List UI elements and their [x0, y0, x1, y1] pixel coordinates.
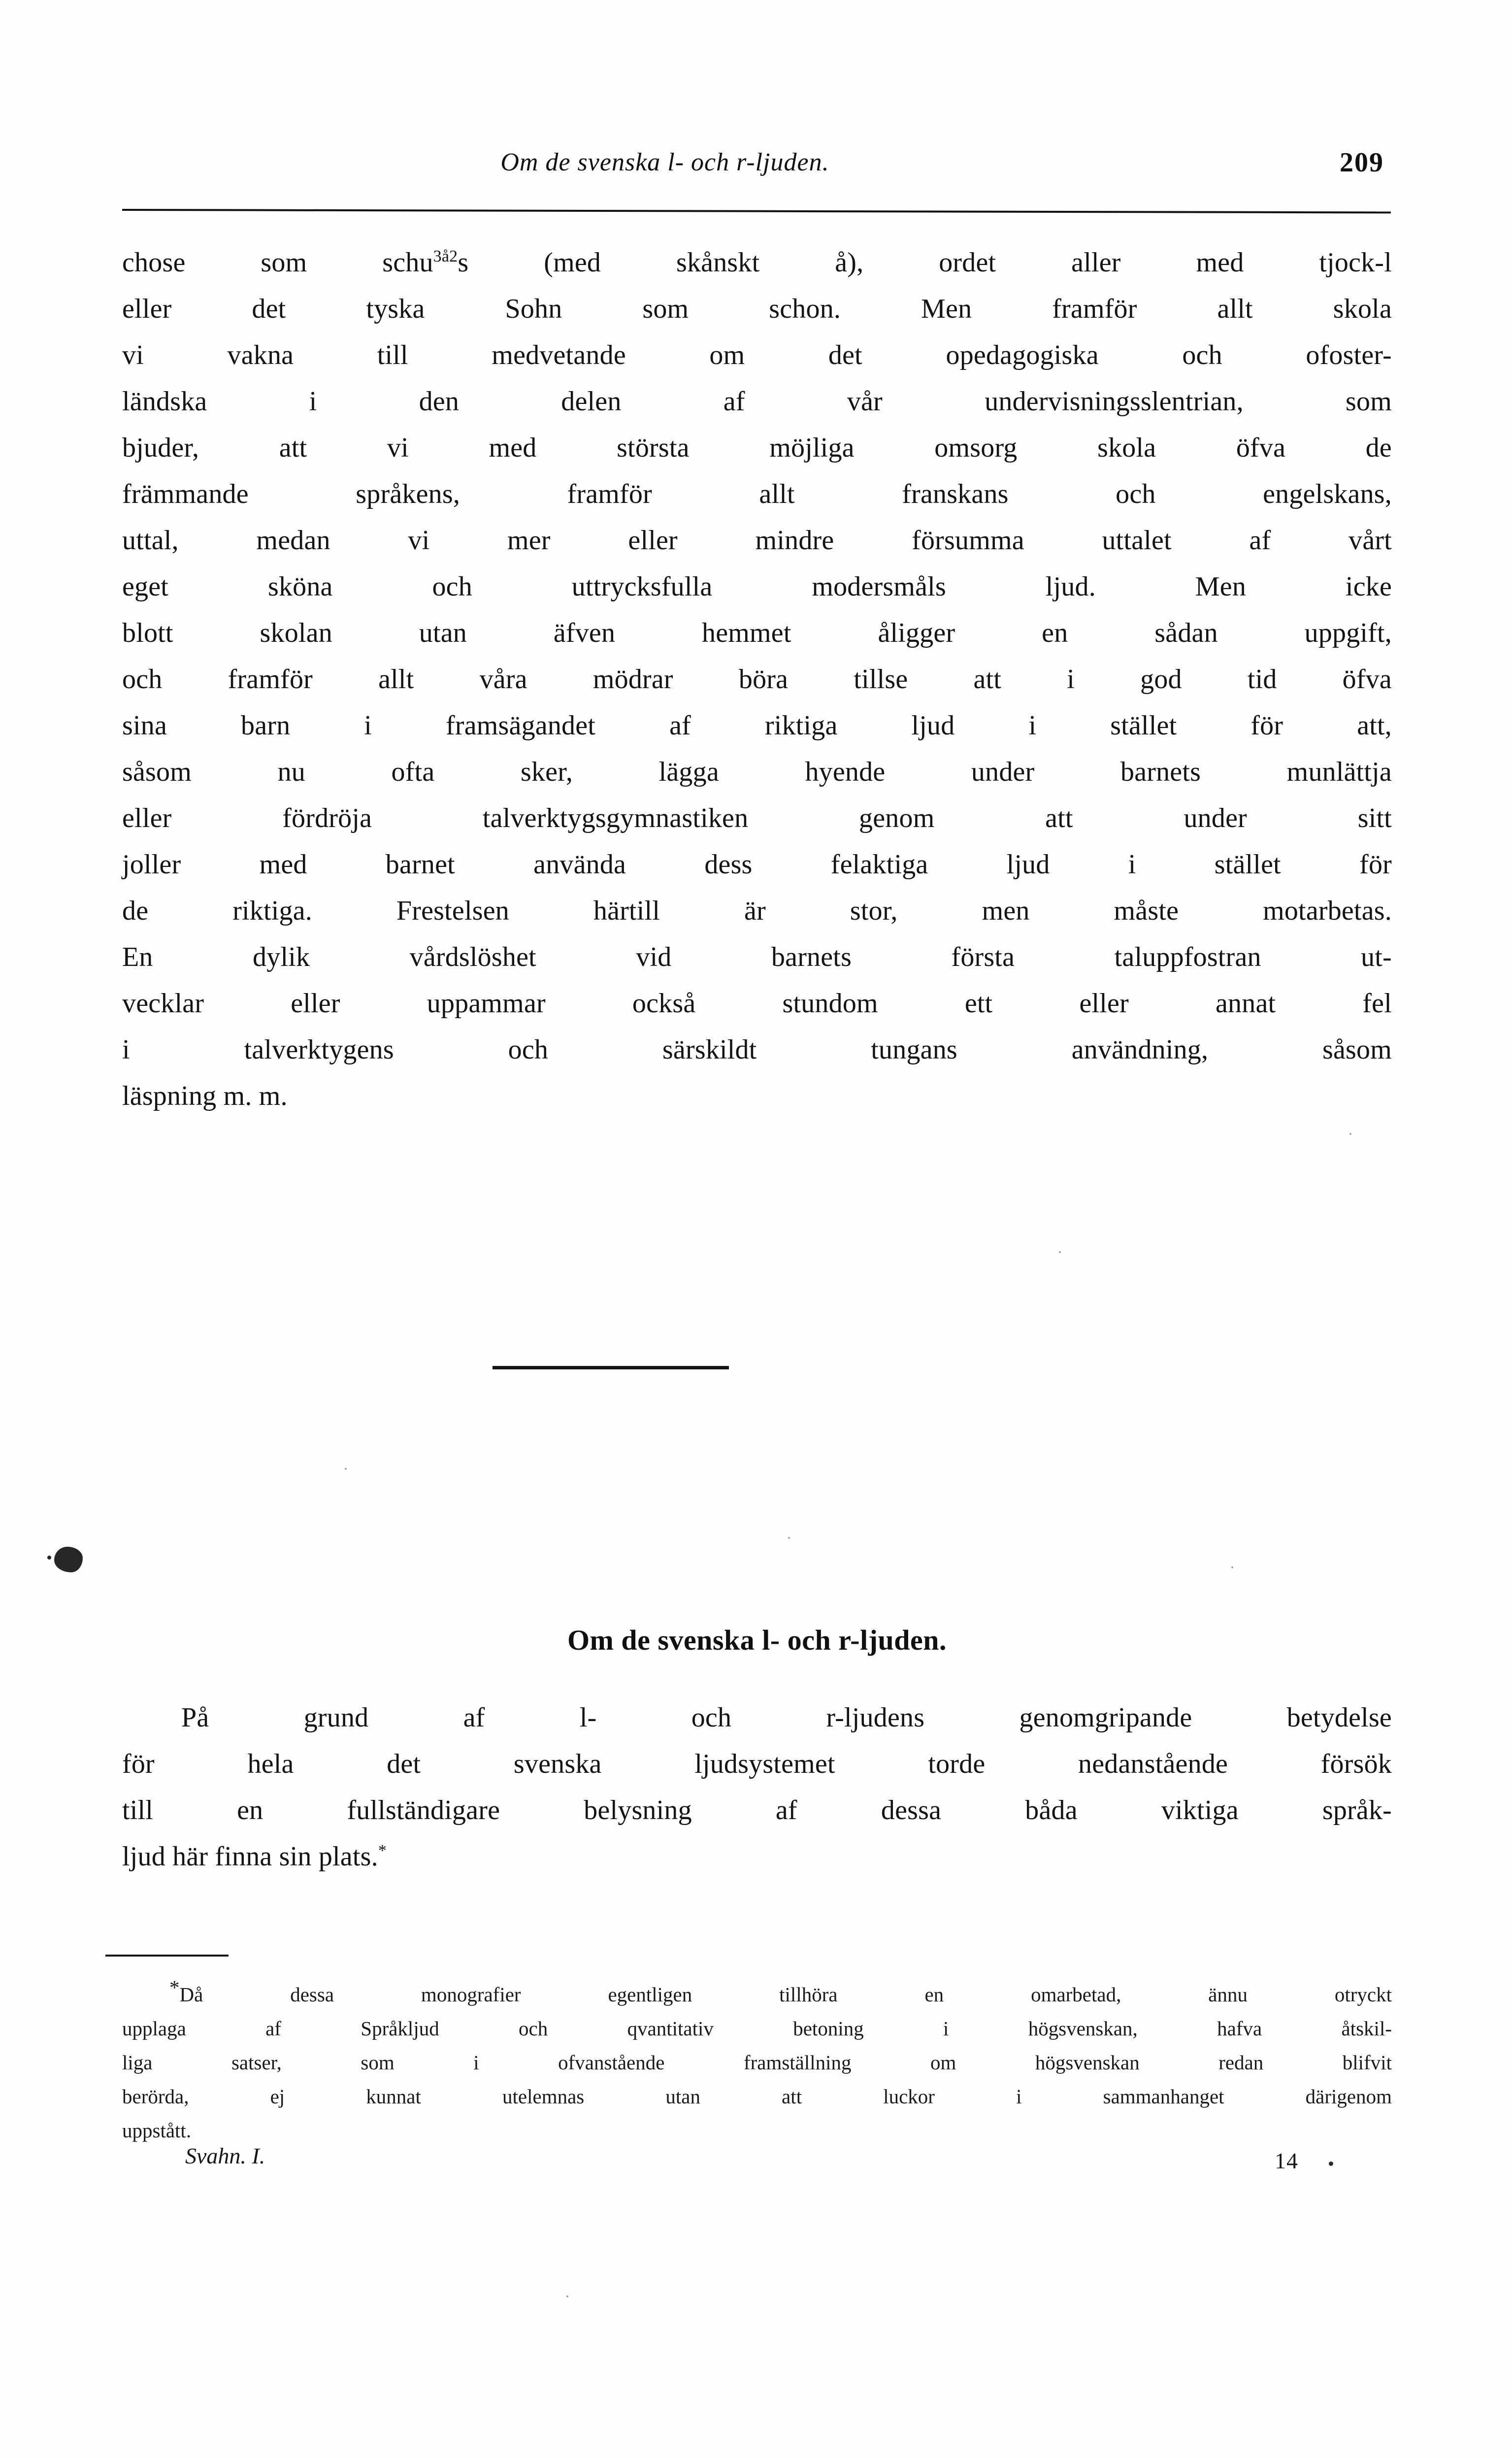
header-divider-rule	[122, 209, 1391, 213]
page-number: 209	[1340, 147, 1384, 178]
footnote-line: upplaga af Språkljud och qvantitativ betoning i högsvenskan, hafva åtskil-	[122, 2017, 1392, 2040]
line-prefix: chose som schu	[122, 247, 433, 278]
text-line: En dylik vårdslöshet vid barnets första taluppfostran ut-	[122, 942, 1392, 972]
text-line: främmande språkens, framför allt franskans och engelskans,	[122, 479, 1392, 509]
section-heading: Om de svenska l- och r-ljuden.	[567, 1624, 947, 1656]
paragraph-two	[122, 1694, 1392, 1880]
text-line: sina barn i framsägandet af riktiga ljud i stället för att,	[122, 710, 1392, 741]
footnote-divider-rule	[105, 1955, 229, 1957]
signature-tick-mark	[1329, 2161, 1333, 2166]
footnote-line: uppstått.	[122, 2119, 192, 2142]
footnote-reference-marker: *	[378, 1841, 387, 1860]
text-line: de riktiga. Frestelsen härtill är stor, men måste motarbetas.	[122, 896, 1392, 926]
scan-speck	[1059, 1251, 1061, 1253]
text-line: eller det tyska Sohn som schon. Men framför allt skola	[122, 294, 1392, 324]
running-head	[123, 148, 1389, 192]
text-line: för hela det svenska ljudsystemet torde nedanstående försök	[122, 1749, 1392, 1779]
footnote-block	[122, 1978, 1392, 2148]
footnote-line: berörda, ej kunnat utelemnas utan att luckor i sammanhanget därigenom	[122, 2085, 1392, 2108]
text-line: bjuder, att vi med största möjliga omsorg skola öfva de	[122, 432, 1392, 463]
text-line: såsom nu ofta sker, lägga hyende under barnets munlättja	[122, 757, 1392, 787]
scan-speck	[566, 2295, 568, 2297]
text-line: vecklar eller uppammar också stundom ett eller annat fel	[122, 988, 1392, 1019]
superscript-two: 2	[449, 247, 458, 266]
scan-speck	[345, 1468, 347, 1470]
section-divider-rule	[493, 1366, 729, 1369]
line-suffix: s (med skånskt å), ordet aller med tjock-l	[458, 247, 1392, 278]
superscript-three: 3	[433, 247, 442, 266]
text-line: i talverktygens och särskildt tungans användning, såsom	[122, 1034, 1392, 1065]
scan-speck	[788, 1537, 790, 1539]
ink-smudge-artifact	[54, 1547, 83, 1572]
text-line: till en fullständigare belysning af dessa båda viktiga språk-	[122, 1795, 1392, 1826]
text-line: På grund af l- och r-ljudens genomgripande betydelse	[181, 1702, 1392, 1733]
scan-speck	[1349, 1133, 1351, 1135]
text-line: ländska i den delen af vår undervisningsslentrian, som	[122, 386, 1392, 417]
footnote-line	[122, 1978, 1392, 2012]
scan-speck	[1231, 1566, 1233, 1568]
paragraph-one	[122, 239, 1392, 1119]
signature-name: Svahn. I.	[185, 2143, 265, 2168]
text-line: blott skolan utan äfven hemmet åligger en sådan uppgift,	[122, 618, 1392, 648]
text-line: vi vakna till medvetande om det opedagogiska och ofoster-	[122, 340, 1392, 370]
text-line	[122, 1833, 1392, 1880]
signature-number: 14	[1275, 2148, 1298, 2173]
signature-line	[122, 2143, 1392, 2177]
footnote-line: liga satser, som i ofvanstående framställning om högsvenskan redan blifvit	[122, 2051, 1392, 2074]
text-line: och framför allt våra mödrar böra tillse att i god tid öfva	[122, 664, 1392, 695]
text-line: uttal, medan vi mer eller mindre försumma uttalet af vårt	[122, 525, 1392, 556]
text-line: joller med barnet använda dess felaktiga ljud i stället för	[122, 849, 1392, 880]
text-line: chose som $schu^3å^2s$ (med skånskt å), ordet aller med tjock-l	[122, 247, 1392, 278]
text-line: eller fördröja talverktygsgymnastiken genom att under sitt	[122, 803, 1392, 833]
line-text: ljud här finna sin plats.	[122, 1841, 378, 1872]
text-line: eget sköna och uttrycksfulla modersmåls ljud. Men icke	[122, 571, 1392, 602]
text-line: läspning m. m.	[122, 1081, 288, 1111]
running-head-title: Om de svenska l- och r-ljuden.	[500, 148, 829, 176]
footnote-marker: *	[169, 1976, 180, 1999]
footnote-text: Då dessa monografier egentligen tillhöra en omarbetad, ännu otryckt	[179, 1983, 1392, 2006]
